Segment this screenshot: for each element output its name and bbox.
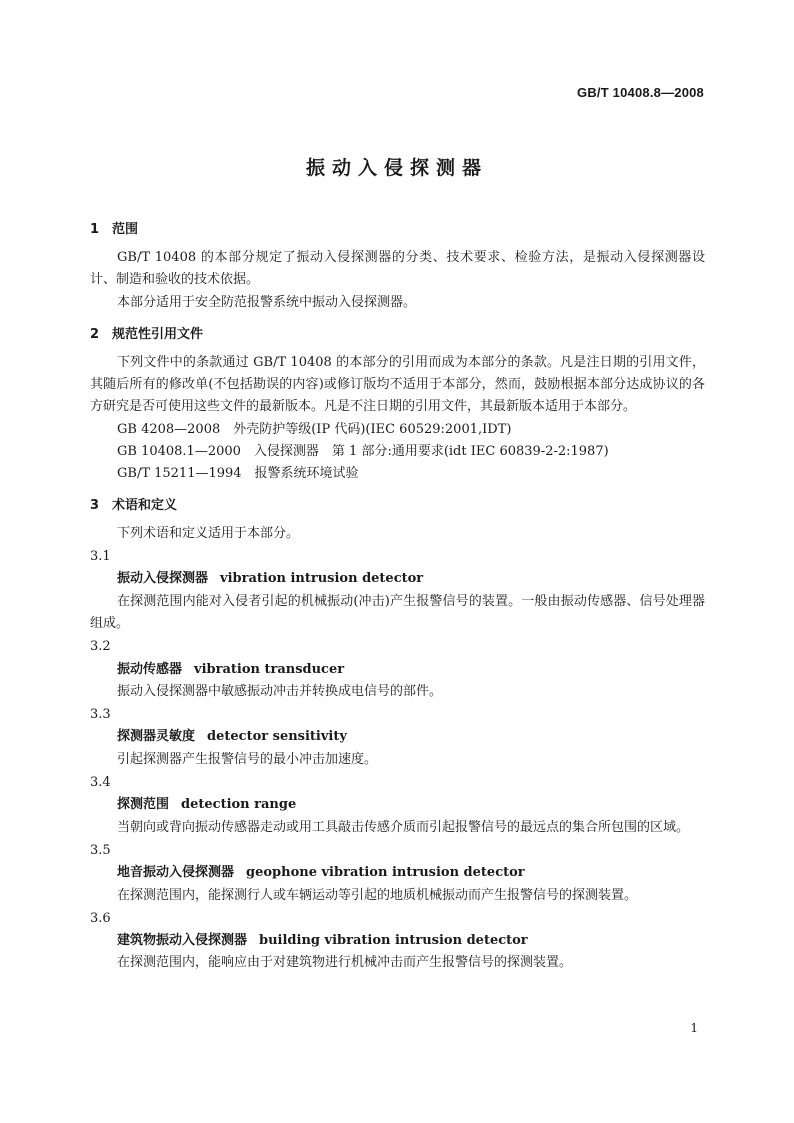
standard-code: GB/T 10408.8—2008: [577, 85, 704, 100]
term-number: 3.6: [90, 910, 111, 926]
term-en: vibration intrusion detector: [220, 571, 424, 587]
term-definition: 在探测范围内能对入侵者引起的机械振动(冲击)产生报警信号的装置。一般由振动传感器、信号处理器组成。: [90, 593, 705, 631]
term-entry: [90, 636, 705, 703]
page-number: 1: [690, 1021, 698, 1035]
term-entry: [90, 546, 705, 635]
term-entry: [90, 704, 705, 771]
term-definition: 振动入侵探测器中敏感振动冲击并转换成电信号的部件。: [117, 683, 443, 699]
term-number: 3.4: [90, 775, 111, 791]
term-definition: 当朝向或背向振动传感器走动或用工具敲击传感介质而引起报警信号的最远点的集合所包围的区域。: [117, 819, 690, 835]
term-en: detector sensitivity: [207, 729, 347, 745]
term-name: [90, 794, 705, 816]
document-title: 振动入侵探测器: [305, 157, 488, 179]
term-en: building vibration intrusion detector: [259, 933, 528, 949]
section-1-heading: [90, 219, 705, 241]
term-name: [90, 930, 705, 952]
paragraph: 下列术语和定义适用于本部分。: [117, 525, 300, 541]
section-number: 1: [90, 222, 100, 237]
term-definition: 在探测范围内，能探测行人或车辆运动等引起的地质机械振动而产生报警信号的探测装置。: [117, 887, 638, 903]
term-entry: [90, 908, 705, 975]
term-en: vibration transducer: [194, 661, 345, 677]
document-body: [90, 219, 705, 975]
term-definition: 在探测范围内，能响应由于对建筑物进行机械冲击而产生报警信号的探测装置。: [117, 955, 573, 971]
term-definition: 引起探测器产生报警信号的最小冲击加速度。: [117, 751, 378, 767]
term-number: 3.1: [90, 549, 111, 565]
term-entry: [90, 840, 705, 907]
section-title: 范围: [112, 222, 139, 237]
section-title: 术语和定义: [112, 497, 178, 513]
term-number: 3.3: [90, 707, 111, 723]
term-name: [90, 726, 705, 748]
term-name: [90, 659, 705, 681]
term-number: 3.2: [90, 639, 111, 655]
section-number: 2: [90, 326, 100, 342]
normative-reference: GB 10408.1—2000 入侵探测器 第 1 部分:通用要求(idt IEC 60839-2-2:1987): [117, 443, 609, 459]
term-zh: 地音振动入侵探测器: [117, 865, 235, 881]
term-name: [90, 568, 705, 590]
normative-reference: GB 4208—2008 外壳防护等级(IP 代码)(IEC 60529:2001,IDT): [117, 421, 512, 437]
normative-reference: GB/T 15211—1994 报警系统环境试验: [117, 465, 359, 481]
paragraph: 下列文件中的条款通过 GB/T 10408 的本部分的引用而成为本部分的条款。凡是注日期的引用文件，其随后所有的修改单(不包括勘误的内容)或修订版均不适用于本部分，然而，鼓励根据本部分达成协议的各方研究是否可使用这些文件的最新版本。凡是不注日期的引用文件，其最新版本适用于本部分。: [90, 354, 705, 415]
term-en: geophone vibration intrusion detector: [246, 865, 525, 881]
term-zh: 振动传感器: [117, 661, 183, 677]
section-2-heading: [90, 324, 705, 346]
term-en: detection range: [181, 797, 297, 813]
term-entry: [90, 772, 705, 839]
term-number: 3.5: [90, 842, 111, 858]
term-zh: 探测器灵敏度: [117, 729, 196, 745]
section-3-heading: [90, 495, 705, 517]
section-title: 规范性引用文件: [112, 326, 204, 342]
section-number: 3: [90, 497, 100, 513]
paragraph: GB/T 10408 的本部分规定了振动入侵探测器的分类、技术要求、检验方法，是振动入侵探测器设计、制造和验收的技术依据。: [90, 250, 705, 288]
term-name: [90, 862, 705, 884]
term-zh: 振动入侵探测器: [117, 571, 209, 587]
paragraph: 本部分适用于安全防范报警系统中振动入侵探测器。: [117, 294, 417, 310]
term-zh: 建筑物振动入侵探测器: [117, 933, 248, 949]
term-zh: 探测范围: [117, 797, 170, 813]
